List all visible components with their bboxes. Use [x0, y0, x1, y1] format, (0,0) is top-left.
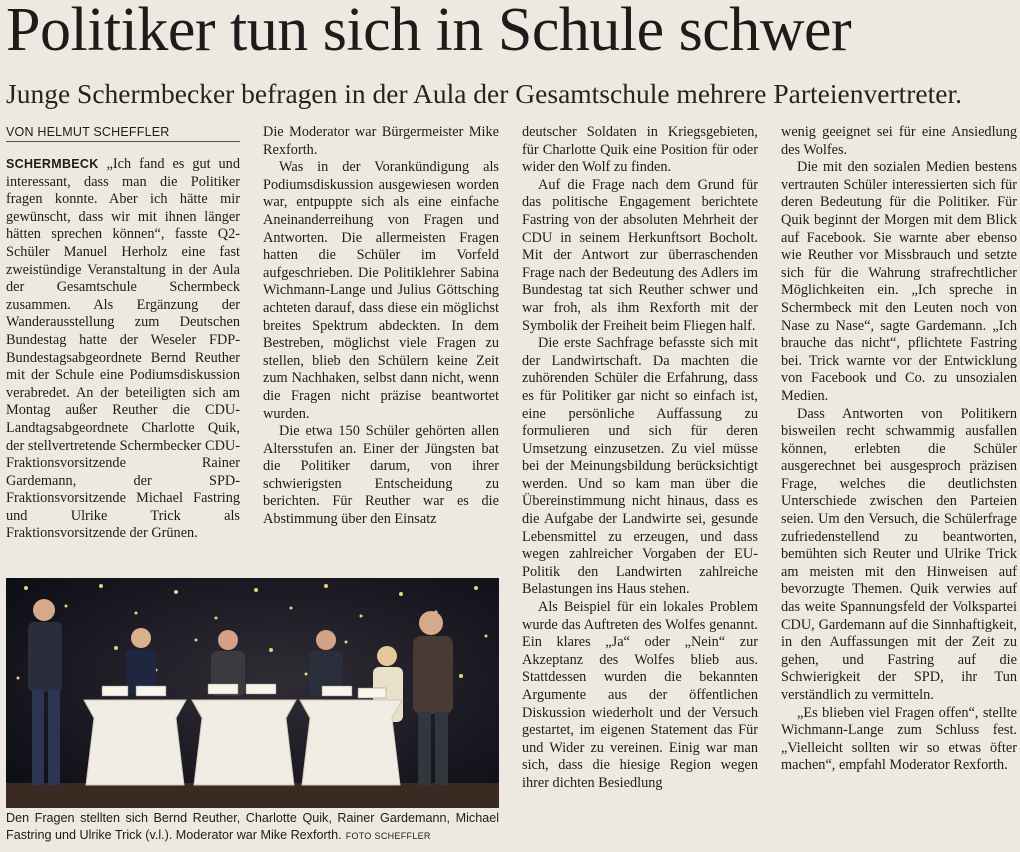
photo-caption — [6, 810, 499, 845]
column-3-paragraph: deutscher Soldaten in Kriegsgebieten, für Charlotte Quik eine Position für oder wider den Wolf zu finden. — [522, 124, 758, 176]
photo-credit: FOTO SCHEFFLER — [345, 831, 431, 841]
headline: Politiker tun sich in Schule schwer — [6, 0, 852, 64]
column-4-paragraph: „Es blieben viel Fragen offen“, stellte Wichmann-Lange zum Schluss fest. „Vielleicht sollten wir so etwas öfter machen“, empfahl Moderator Rexforth. — [781, 704, 1017, 774]
article-photo — [6, 578, 499, 808]
article-column-4 — [781, 124, 1017, 775]
column-4-paragraph: Die mit den sozialen Medien bestens vertrauten Schüler interessierten sich für deren Bedeutung für die Politiker. Für Quik beginnt der Morgen mit dem Blick auf Facebook. Sie warnte aber ebenso wie Reuther vor Missbrauch und setzte sich für die Wahrung strafrechtlicher Möglichkeiten ein. „Ich spreche in Schermbeck mit den Leuten noch von Nase zu Nase“, sagte Gardemann. „Ich brauche das nicht“, pflichtete Fastring bei. Trick warnte vor der Entwicklung von Facebook und Co. zu unsozialen Medien. — [781, 159, 1017, 404]
column-2-paragraph: Die Moderator war Bürgermeister Mike Rexforth. — [263, 124, 499, 158]
column-3-paragraph: Auf die Frage nach dem Grund für das politische Engagement berichtete Fastring von der absoluten Mehrheit der CDU in seinem Herkunftsort Bocholt. Mit der Antwort zur überraschenden Frage nach der Bedeutung des Adlers im Bundestag tat sich Reuther schwer und war froh, als ihm Rexforth mit der Symbolik der Freiheit beim Fliegen half. — [522, 176, 758, 334]
podium-photo-illustration — [6, 578, 499, 808]
column-2-paragraph: Was in der Vorankündigung als Podiumsdiskussion ausgewiesen worden war, entpuppte sich als eine einfache Aneinanderreihung von Fragen und Antworten. Die allermeisten Fragen hatten die Schüler im Vorfeld aufgeschrieben. Die Politiklehrer Sabina Wichmann-Lange und Julius Göttsching achteten darauf, dass diese ein möglichst breites Spektrum abdeckten. In dem Bestreben, möglichst viele Fragen zu stellen, blieb den Schülern keine Zeit zum Nachhaken, selbst dann nicht, wenn die Fragen nicht präzise beantwortet wurden. — [263, 159, 499, 422]
dateline: SCHERMBECK — [6, 157, 99, 171]
article-column-1 — [6, 156, 240, 543]
column-4-paragraph: wenig geeignet sei für eine Ansiedlung des Wolfes. — [781, 124, 1017, 158]
column-4-paragraph: Dass Antworten von Politikern bisweilen recht schwammig ausfallen können, erlebten die Schüler ausgerechnet bei ausgesproch präzisen Frage, welches die deutlichsten Unterschiede zwischen den Parteien seien. Um den Versuch, die Schülerfrage zufriedenstellend zu beantworten, bemühten sich Reuter und Ulrike Trick am meisten mit den Hinweisen auf bevorzugte Themen. Quik verwies auf das weite Spannungsfeld der Volkspartei CDU, Gardemann auf die Sinnhaftigkeit, in den Auffassungen mit der Zeit zu gehen, und Fastring auf die Schwierigkeit der SPD, ihr Tun verständlich zu vermitteln. — [781, 405, 1017, 703]
podium-tables — [84, 700, 402, 785]
caption-text: Den Fragen stellten sich Bernd Reuther, Charlotte Quik, Rainer Gardemann, Michael Fastring und Ulrike Trick (v.l.). Moderator war Mike Rexforth. — [6, 811, 499, 842]
column-2-paragraph: Die etwa 150 Schüler gehörten allen Altersstufen an. Einer der Jüngsten bat die Politiker darum, von ihrer schwierigsten Entscheidung zu berichten. Für Reuther war es die Abstimmung über den Einsatz — [263, 423, 499, 528]
column-3-paragraph: Die erste Sachfrage befasste sich mit der Landwirtschaft. Da machten die zuhörenden Schüler die Erfahrung, dass es für Politiker gar nicht so einfach ist, eine persönliche Auffassung zu formulieren und sich für deren Umsetzung einzusetzen. Zu viel müsse bei der Meinungsbildung berücksichtigt werden. Und so kam man über die Übereinstimmung nicht hinaus, dass es die Aufgabe der Landwirte sei, gesunde Lebensmittel zu erzeugen, und dass wegen zahlreicher Vorgaben der EU-Politik den Landwirten zahlreiche Belastungen ins Haus stehen. — [522, 335, 758, 598]
column-3-paragraph: Als Beispiel für ein lokales Problem wurde das Auftreten des Wolfes genannt. Ein klares „Ja“ oder „Nein“ zur Akzeptanz des Wolfes blieb aus. Stattdessen wurden die bekannten Argumente aus der öffentlichen Diskussion wiederholt und der Versuch gestartet, im eigenen Statement das Für und Wider zu vereinen. Einig war man sich, dass die hiesige Region wegen ihrer dichten Besiedlung — [522, 599, 758, 791]
article-column-3 — [522, 124, 758, 793]
stage-floor — [6, 783, 499, 808]
subheadline: Junge Schermbecker befragen in der Aula der Gesamtschule mehrere Parteienvertreter. — [6, 78, 962, 109]
article-column-2 — [263, 124, 499, 529]
byline: VON HELMUT SCHEFFLER — [6, 124, 240, 142]
column-1-paragraph: „Ich fand es gut und interessant, dass man die Politiker fragen konnte. Aber ich hätte mir gewünscht, dass wir mit ihnen länger hätten sprechen können“, fasste Q2-Schüler Manuel Herholz eine fast zweistündige Veranstaltung in der Aula der Gesamtschule Schermbeck zusammen. Als Ergänzung der Wanderausstellung zum Deutschen Bundestag hatte der Weseler FDP-Bundestagsabgeordnete Bernd Reuther mit der Schule eine Podiumsdiskussion verabredet. An der beteiligten sich am Montag außer Reuther die CDU-Landtagsabgeordnete Charlotte Quik, der stellvertretende Schermbecker CDU-Fraktionsvorsitzende Rainer Gardemann, der SPD-Fraktionsvorsitzende Michael Fastring und Ulrike Trick als Fraktionsvorsitzende der Grünen. — [6, 156, 240, 542]
